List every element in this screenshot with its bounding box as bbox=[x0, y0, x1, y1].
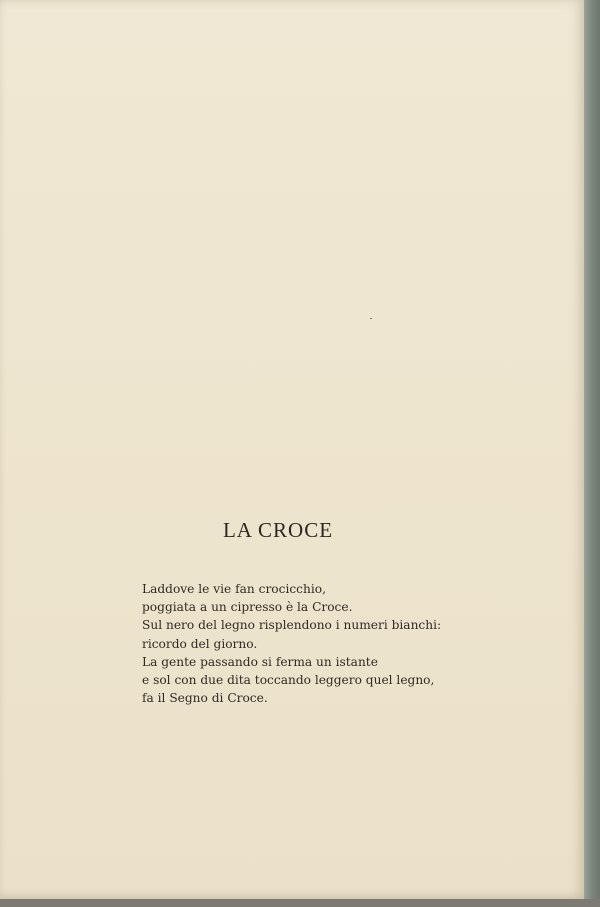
poem-line: poggiata a un cipresso è la Croce. bbox=[142, 600, 353, 615]
poem-line: Laddove le vie fan crocicchio, bbox=[142, 582, 326, 596]
poem-title: LA CROCE bbox=[222, 518, 334, 542]
page-bottom-edge bbox=[0, 899, 600, 907]
poem-line: e sol con due dita toccando leggero quel legno, bbox=[142, 673, 435, 688]
paper-speck bbox=[370, 318, 372, 319]
poem-body bbox=[142, 580, 442, 707]
poem-line: fa il Segno di Croce. bbox=[142, 691, 268, 706]
poem-line: ricordo del giorno. bbox=[142, 636, 258, 651]
poem-line: La gente passando si ferma un istante bbox=[142, 654, 378, 669]
poem-line: Sul nero del legno risplendono i numeri bianchi: bbox=[142, 618, 442, 633]
page-edge-shadow bbox=[584, 0, 600, 907]
